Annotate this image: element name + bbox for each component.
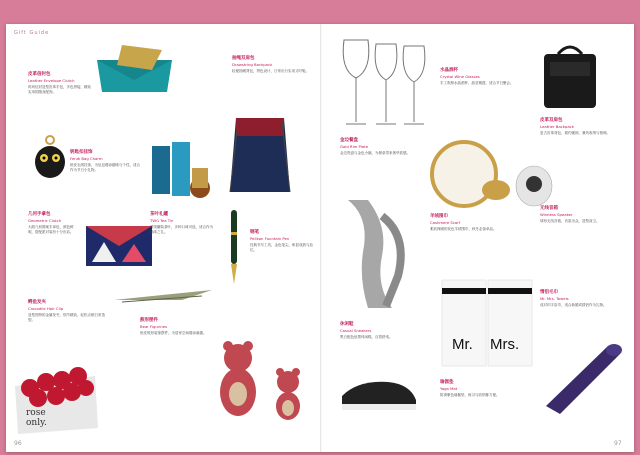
towels-image: [440, 278, 534, 370]
right-page-number: 97: [614, 440, 622, 447]
drawstring-backpack-image: [224, 112, 296, 198]
item-yoga: 瑜伽垫 Yoga Mat 防滑紫色瑜伽垫，练习与收纳都方便。: [440, 380, 500, 397]
gold-plate-image: [430, 138, 514, 208]
keyring-charm-image: [32, 134, 68, 180]
tea-tin-image: [148, 138, 214, 206]
envelope-clutch-image: [92, 40, 177, 95]
item-scarf: 羊绒围巾 Cashmere Scarf 柔软保暖的灰色羊绒围巾，秋冬必备单品。: [430, 214, 497, 231]
crocodile-hairclip-image: [112, 286, 216, 308]
leather-backpack-image: [538, 40, 602, 112]
item-glasses: 水晶酒杯 Crystal Wine Glasses 手工吹制水晶酒杯，晶莹剔透，适合节日聚会。: [440, 68, 514, 85]
geometric-clutch-image: [84, 222, 154, 268]
bear-figurines-image: [208, 336, 316, 420]
cashmere-scarf-image: [338, 196, 422, 312]
towel-right-text: Mrs.: [490, 336, 520, 353]
item-towel: 情侣毛巾 Mr. Mrs. Towels 成对印字浴巾，适合新婚或情侣作为礼物。: [540, 290, 607, 307]
item-sneaker: 休闲鞋 Casual Sneakers 黑白配色低帮休闲鞋，百搭舒适。: [340, 322, 393, 339]
item-pen: 钢笔 Pelikan Fountain Pen 经典书写工具，金色笔尖，彰显成熟与品位。: [250, 230, 313, 252]
item-tea: 茶叶礼罐 TWG Tea Tin 精美罐装茶叶，多种口味可选，适合作为品味之礼。: [150, 212, 213, 234]
item-plate: 金边餐盘 Gold Rim Plate 金边瓷盘与金色小碗，为餐桌带来奢华质感。: [340, 138, 410, 155]
fountain-pen-image: [226, 208, 242, 286]
item-bears: 熊形摆件 Bear Figurines 俏皮熊形装饰摆件，为居家空间增添童趣。: [140, 318, 207, 335]
item-keyring: 钥匙扣挂饰 Fendi Bag Charm 俏皮毛绒挂饰，为包包增添趣味与个性，适合作为节日小礼物。: [70, 150, 140, 172]
speaker-image: [514, 160, 556, 212]
wine-glasses-image: [338, 36, 430, 130]
towel-left-text: Mr.: [452, 336, 473, 353]
page-gutter: [320, 24, 322, 452]
item-leather: 皮革信封包 Leather Envelope Clutch 时尚信封造型皮革手包，多色拼接，精致实用的随身配饰。: [28, 72, 91, 94]
header-mark: Gift Guide: [14, 30, 50, 36]
yoga-mat-image: [536, 336, 626, 416]
item-speaker: 无线音箱 Wireless Speaker 球形无线音箱，音质出众，造型前卫。: [540, 206, 600, 223]
item-backpack: 抽绳双肩包 Drawstring Backpack 轻便抽绳背包，拼色设计，日常出行实用又时髦。: [232, 56, 309, 73]
sneaker-image: [338, 372, 420, 414]
item-bag: 皮革双肩包 Leather Backpack 复古皮革背包，简约硬朗，兼具收纳与格调。: [540, 118, 610, 135]
rose-box-label: rose only.: [26, 408, 47, 428]
item-clutch: 几何手拿包 Geometric Clutch 大胆几何图案手拿包，颜色鲜明，搭配派对装扮十分出彩。: [28, 212, 74, 234]
item-hairclip: 鳄鱼发夹 Crocodile Hair Clip 造型独特的金属发夹，细节精致，轻松点缀日常造型。: [28, 300, 105, 322]
left-page-number: 96: [14, 440, 22, 447]
